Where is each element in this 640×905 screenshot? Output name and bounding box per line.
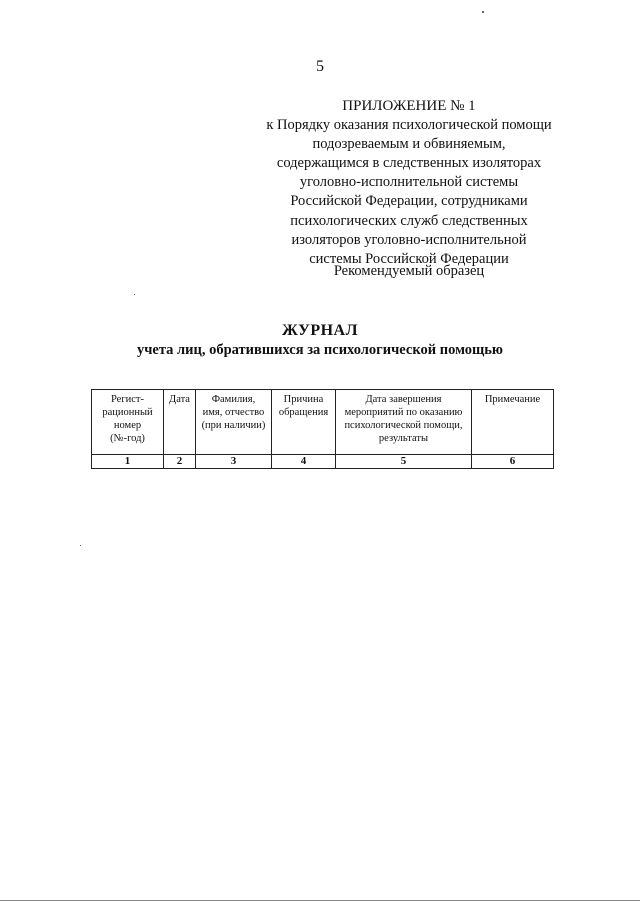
appendix-title: ПРИЛОЖЕНИЕ № 1 — [342, 98, 476, 114]
appendix-line: к Порядку оказания психологической помощи — [266, 117, 552, 134]
column-header-date — [164, 390, 196, 455]
scan-edge-line — [0, 900, 640, 901]
scan-speck — [80, 545, 81, 546]
appendix-line: изоляторов уголовно-исполнительной — [291, 231, 527, 248]
scan-speck — [482, 11, 484, 13]
column-number: 6 — [472, 455, 554, 469]
sample-note: Рекомендуемый образец — [333, 263, 485, 279]
appendix-line: уголовно-исполнительной системы — [299, 174, 519, 191]
column-number: 2 — [164, 455, 196, 469]
column-header-full-name — [196, 390, 272, 455]
appendix-line: содержащимся в следственных изоляторах — [276, 155, 542, 172]
column-header-text: Дата завершения мероприятий по оказанию психологической помощи, результаты — [344, 394, 463, 444]
appendix-line: Российской Федерации, сотрудниками — [290, 193, 528, 210]
column-header-text: Регист- рационный номер (№-год) — [102, 394, 153, 444]
appendix-line: психологических служб следственных — [290, 212, 528, 229]
appendix-header — [250, 97, 568, 269]
column-number-row — [92, 455, 554, 469]
column-header-text: Дата — [169, 394, 190, 405]
column-number: 5 — [336, 455, 472, 469]
appendix-line: системы Российской Федерации — [309, 250, 509, 267]
journal-subtitle: учета лиц, обратившихся за психологической помощью — [136, 342, 503, 358]
column-header-text: Причина обращения — [278, 394, 329, 418]
journal-table — [91, 389, 554, 469]
table-header-row — [92, 390, 554, 455]
column-number: 3 — [196, 455, 272, 469]
column-number: 1 — [92, 455, 164, 469]
scan-speck — [134, 294, 135, 295]
appendix-line: подозреваемым и обвиняемым, — [312, 136, 506, 153]
page-number: 5 — [316, 58, 324, 75]
column-header-text: Примечание — [484, 394, 541, 405]
journal-title: ЖУРНАЛ — [281, 322, 359, 339]
column-header-text: Фамилия, имя, отчество (при наличии) — [201, 394, 266, 431]
column-number: 4 — [272, 455, 336, 469]
column-header-notes — [472, 390, 554, 455]
column-header-completion — [336, 390, 472, 455]
column-header-reason — [272, 390, 336, 455]
column-header-reg-number — [92, 390, 164, 455]
